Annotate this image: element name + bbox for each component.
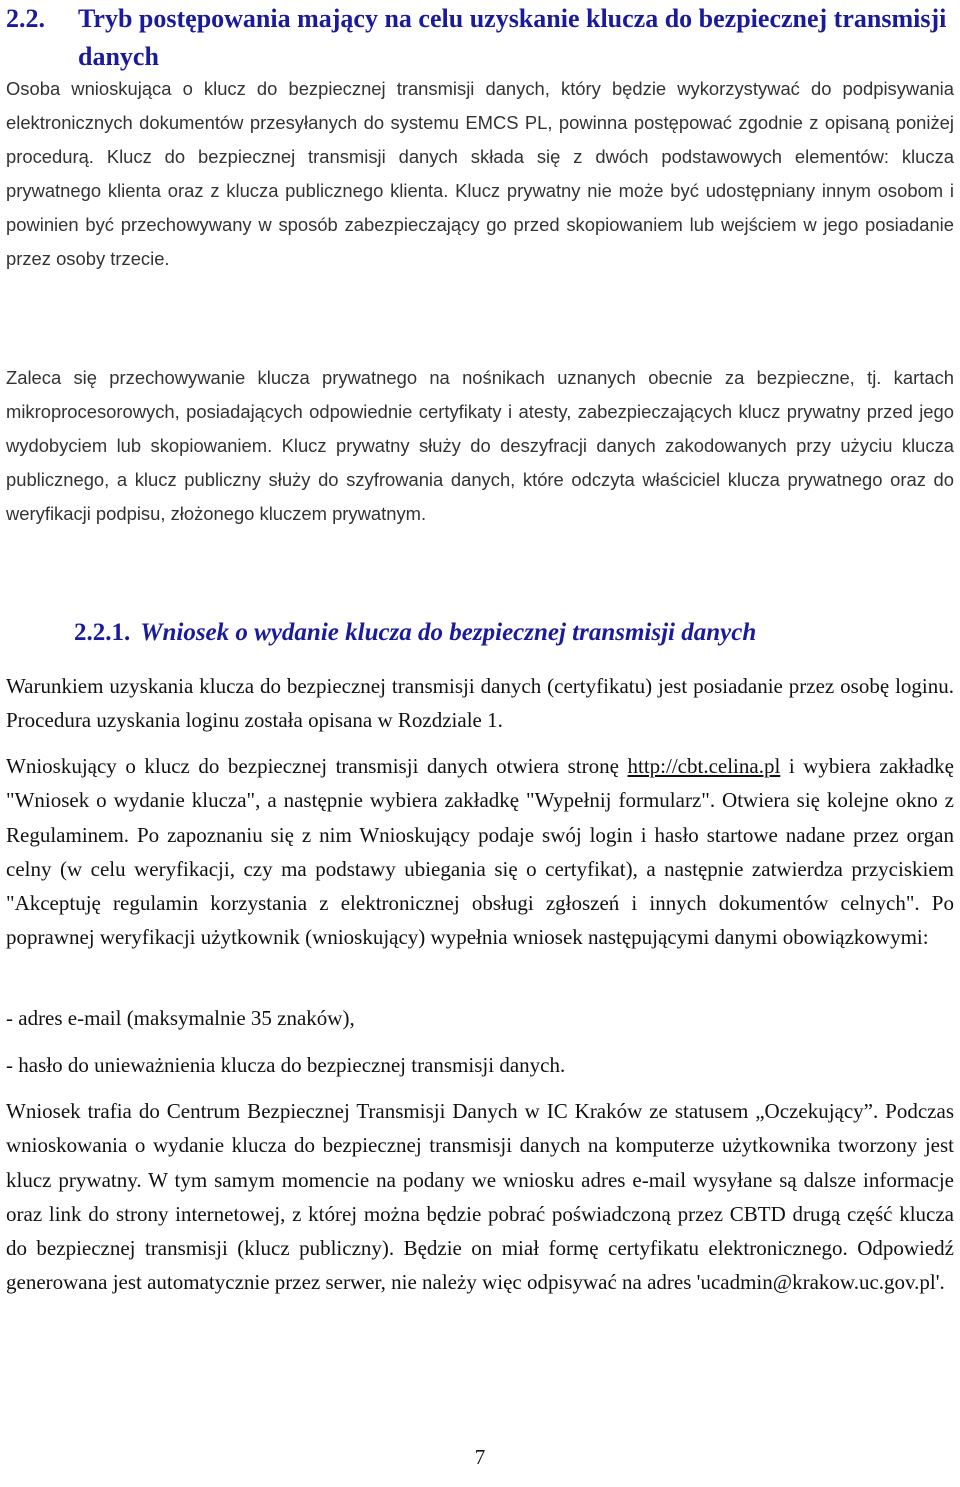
- body-paragraph-2: [6, 749, 954, 955]
- paragraph-text: Wnioskujący o klucz do bezpiecznej transmisji danych otwiera stronę: [6, 754, 628, 778]
- body-paragraph-1: Warunkiem uzyskania klucza do bezpiecznej transmisji danych (certyfikatu) jest posiadanie przez osobę loginu. Procedura uzyskania loginu została opisana w Rozdziale 1.: [6, 674, 954, 733]
- list-item-email: - adres e-mail (maksymalnie 35 znaków),: [6, 1006, 355, 1030]
- section-title: Tryb postępowania mający na celu uzyskanie klucza do bezpiecznej transmisji danych: [78, 4, 947, 71]
- paragraph-text: i wybiera zakładkę "Wniosek o wydanie klucza", a następnie wybiera zakładkę "Wypełnij formularz". Otwiera się kolejne okno z Regulaminem. Po zapoznaniu się z nim Wnioskujący podaje swój login i hasło startowe nadane przez organ celny (w celu weryfikacji, czy ma podstawy ubiegania się o certyfikat), a następnie zatwierdza przyciskiem "Akceptuję regulamin korzystania z elektronicznej obsługi zgłoszeń i innych dokumentów celnych". Po poprawnej weryfikacji użytkownik (wnioskujący) wypełnia wniosek następującymi danymi obowiązkowymi:: [6, 754, 955, 950]
- intro-paragraph-2: Zaleca się przechowywanie klucza prywatnego na nośnikach uznanych obecnie za bezpieczne, tj. kartach mikroprocesorowych, posiadających odpowiednie certyfikaty i atesty, zabezpieczających klucz prywatny przed jego wydobyciem lub skopiowaniem. Klucz prywatny służy do deszyfracji danych zakodowanych przy użyciu klucza publicznego, a klucz publiczny służy do szyfrowania danych, które odczyta właściciel klucza prywatnego oraz do weryfikacji podpisu, złożonego kluczem prywatnym.: [6, 367, 954, 524]
- body-paragraph-3: Wniosek trafia do Centrum Bezpiecznej Transmisji Danych w IC Kraków ze statusem „Oczekujący”. Podczas wnioskowania o wydanie klucza do bezpiecznej transmisji danych na komputerze użytkownika tworzony jest klucz prywatny. W tym samym momencie na podany we wniosku adres e-mail wysyłane są dalsze informacje oraz link do strony internetowej, z której można będzie pobrać poświadczoną przez CBTD drugą część klucza do bezpiecznej transmisji (klucz publiczny). Będzie on miał formę certyfikatu elektronicznego. Odpowiedź generowana jest automatycznie przez serwer, nie należy więc odpisywać na adres 'ucadmin@krakow.uc.gov.pl'.: [6, 1099, 954, 1295]
- subsection-heading: [74, 613, 954, 653]
- list-item-password: - hasło do unieważnienia klucza do bezpiecznej transmisji danych.: [6, 1053, 566, 1077]
- subsection-title: Wniosek o wydanie klucza do bezpiecznej transmisji danych: [140, 619, 757, 646]
- intro-paragraph-1: Osoba wnioskująca o klucz do bezpiecznej transmisji danych, który będzie wykorzystywać do podpisywania elektronicznych dokumentów przesyłanych do systemu EMCS PL, powinna postępować zgodnie z opisaną poniżej procedurą. Klucz do bezpiecznej transmisji danych składa się z dwóch podstawowych elementów: klucza prywatnego klienta oraz z klucza publicznego klienta. Klucz prywatny nie może być udostępniany innym osobom i powinien być przechowywany w sposób zabezpieczający go przed skopiowaniem lub wejściem w jego posiadanie przez osoby trzecie.: [6, 78, 954, 269]
- page-number: 7: [474, 1445, 486, 1469]
- subsection-number: 2.2.1.: [74, 619, 131, 646]
- section-number: 2.2.: [6, 4, 45, 33]
- celina-link[interactable]: http://cbt.celina.pl: [627, 754, 781, 778]
